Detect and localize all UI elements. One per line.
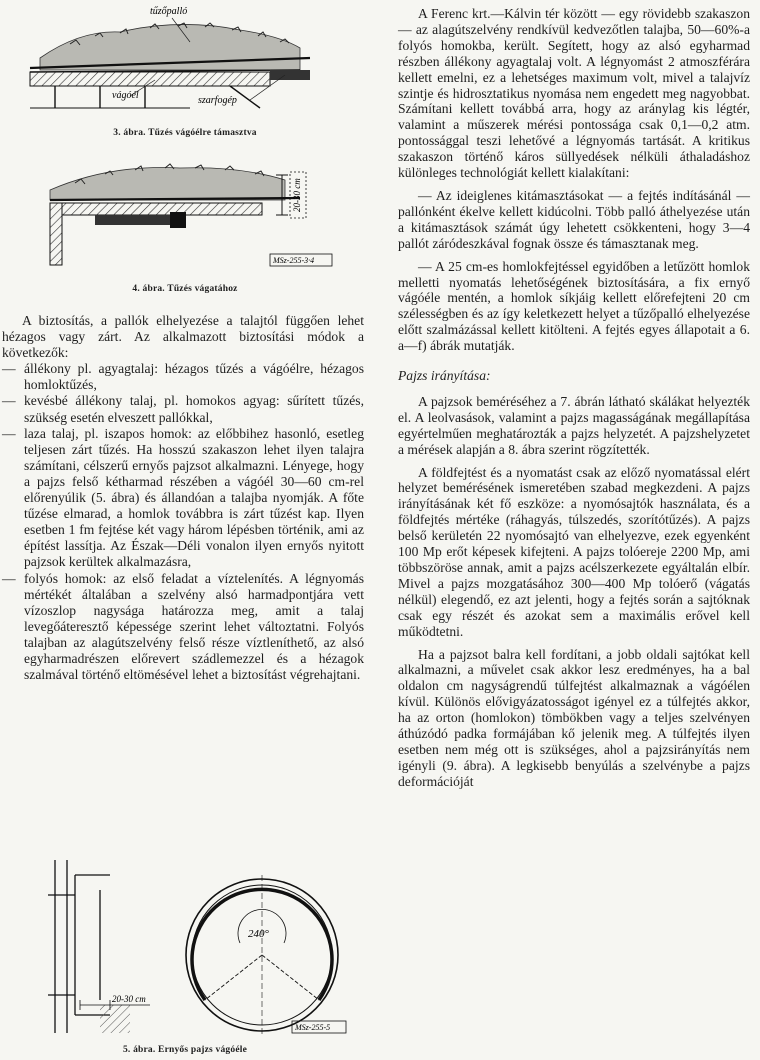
left-body-text (2, 313, 364, 683)
label-szarfogep: szarfogép (198, 95, 237, 106)
figure-5-caption: 5. ábra. Ernyős pajzs vágóéle (122, 1045, 248, 1055)
left-intro: A biztosítás, a pallók elhelyezése a talajtól függően lehet hézagos vagy zárt. Az alkalmazott biztosítási módok a következők: (2, 313, 364, 361)
figure-4 (0, 150, 370, 275)
section-heading: Pajzs irányítása: (398, 368, 491, 384)
label-dim-fig4: 20-30 cm (292, 178, 302, 212)
paragraph: — Az ideiglenes kitámasztásokat — a fejtés indításánál — pallónként ékelve kellett kidúcolni. Több palló áthelyezése után a kitámasztások számát úgy lehetett csökkenteni, hogy 3—4 pallót záródeszkával fognak össze és támasztanak meg. (398, 187, 750, 251)
list-item: — laza talaj, pl. iszapos homok: az előbbihez hasonló, esetleg teljesen zárt tűzés. Ha hosszú szakaszon lehet ilyen talajra számítani, célszerű ernyős pajzsot alkalmazni. Lényege, hogy a pajzs felső kétharmad részében a vágóél 30—60 cm-rel előrenyúlik (5. ábra) és állandóan a talajba nyomják. A főte tűzése elmarad, a homlok továbbra is zárt tűzést kap. Ilyen esetben 1 fm fejtése két vagy három lépésben történik, ami az építést lassítja. Az Észak—Déli vonalon ilyen ernyős nyitott pajzsok kerültek alkalmazásra, (2, 426, 364, 571)
figure-5 (0, 855, 370, 1040)
list-item: — állékony pl. agyagtalaj: hézagos tűzés a vágóélre, hézagos homloktűzés, (2, 361, 364, 393)
figure-5-drawing (0, 855, 370, 1040)
paragraph: A földfejtést és a nyomatást csak az előző nyomatással elért helyzet bemérésének ismeretében szabad megkezdeni. A pajzs irányításának két fő eszköze: a nyomósajtók használata, és a földfejtés mértéke (ráhagyás, túlszedés, szorítótűzés). A pajzs belső kerületén 22 nyomósajtó van elhelyezve, ezek egyenként 100 Mp erőt képesek kifejteni. A pajzs tolóereje 2200 Mp, ami többszöröse annak, amit a pajzs acélszerkezete egyáltalán elbír. Mivel a pajzs mozgatásához 300—400 Mp tolóerő (vágatás nélkül) elegendő, ez azt jelenti, hogy a fejtés során a sajtóknak csak egy részét és azokat sem a maximális erővel kell működtetni. (398, 464, 750, 639)
stamp-fig4: MSz-255-3·4 (273, 256, 315, 265)
figure-3-drawing (0, 0, 370, 125)
support-methods-list (2, 361, 364, 683)
paragraph: A Ferenc krt.—Kálvin tér között — egy rövidebb szakaszon — az alagútszelvény rendkívül kedvezőtlen talajba, 50—60%-a folyós homokba, került. Segített, hogy az alsó egyharmad részben állékony agyagtalaj volt. A légnyomást 2 atmoszférára kellett emelni, ez a lehetséges maximum volt, mivel a talajvíz szintje és hidrosztatikus nyomása nem engedett meg nagyobbat. Számítani kellett továbbá arra, hogy az aránylag kis légtér, valamint a műszerek mérési pontossága csak 0,1—0,2 atm. pontossággal teszi lehetővé a légnyomás tartását. A kritikus szakaszon történő káros süllyedések nélküli áthaladáshoz különleges technológiát kellett kialakítani: (398, 6, 750, 181)
figure-4-caption: 4. ábra. Tűzés vágatához (132, 284, 238, 294)
list-item: — kevésbé állékony talaj, pl. homokos agyag: sűrített tűzés, szükség esetén elveszett pallókkal, (2, 393, 364, 425)
label-vagoel: vágóél (112, 90, 139, 101)
label-dim-fig5: 20-30 cm (112, 994, 146, 1004)
label-angle: 240° (248, 928, 269, 940)
stamp-fig5: MSz-255-5 (295, 1023, 331, 1032)
list-item: — folyós homok: az első feladat a víztelenítés. A légnyomás mértékét általában a szelvény alsó harmadpontjára vett vízoszlop nagysága határozza meg, amit a talaj levegőáteresztő képessége szerint lehet változtatni. Folyós talajban az alagútszelvény felső része víztleníthető, az alsó egyharmadrészen előrevert szádlemezzel és a hézagok szalmával történő eltömésével lehet a biztosítást végrehajtani. (2, 571, 364, 684)
label-tuzopallo: tűzőpalló (150, 6, 188, 17)
figure-4-drawing (0, 150, 370, 275)
paragraph: — A 25 cm-es homlokfejtéssel egyidőben a letűzött homlok melletti nyomatás lehetőségének biztosítására, a fix ernyő vágóéle mentén, a homlok síkjáig kellett előrefejteni 20 cm szélességben és az így keletkezett helyet a tűzőpalló elhelyezése előtt szalmázással kellett kitölteni. A fejtés egyes állapotait a 6. a—f) ábrák mutatják. (398, 258, 750, 354)
figure-3-caption: 3. ábra. Tűzés vágóélre támasztva (113, 128, 257, 138)
paragraph: Ha a pajzsot balra kell fordítani, a jobb oldali sajtókat kell alkalmazni, a művelet csak akkor lesz eredményes, ha a bal oldalon cm nagyságrendű túlfejtést alkalmaznak a vágóélen kívül. Különös elővigyázatosságot igényel ez a túlfejtés akkor, ha az orton (homlokon) tömbökben vagy a teljes szelvényen áthúzódó padka formájában kő jelenik meg. A túlfejtés ilyen esetben nem még ott is szükséges, ahol a pajzsirányítás nem igényli (9. ábra). A legkisebb benyúlás a szelvénybe a pajzs deformációját (398, 646, 750, 789)
figure-3 (0, 0, 370, 125)
right-column (398, 6, 750, 797)
paragraph: A pajzsok beméréséhez a 7. ábrán látható skálákat helyezték el. A leolvasások, valamint a pajzs magasságának megállapítása egyértelműen meghatározták a pajzs helyzetét. A pajzshelyzetet a mérések alapján a 8. ábra szerint rögzítették. (398, 393, 750, 457)
